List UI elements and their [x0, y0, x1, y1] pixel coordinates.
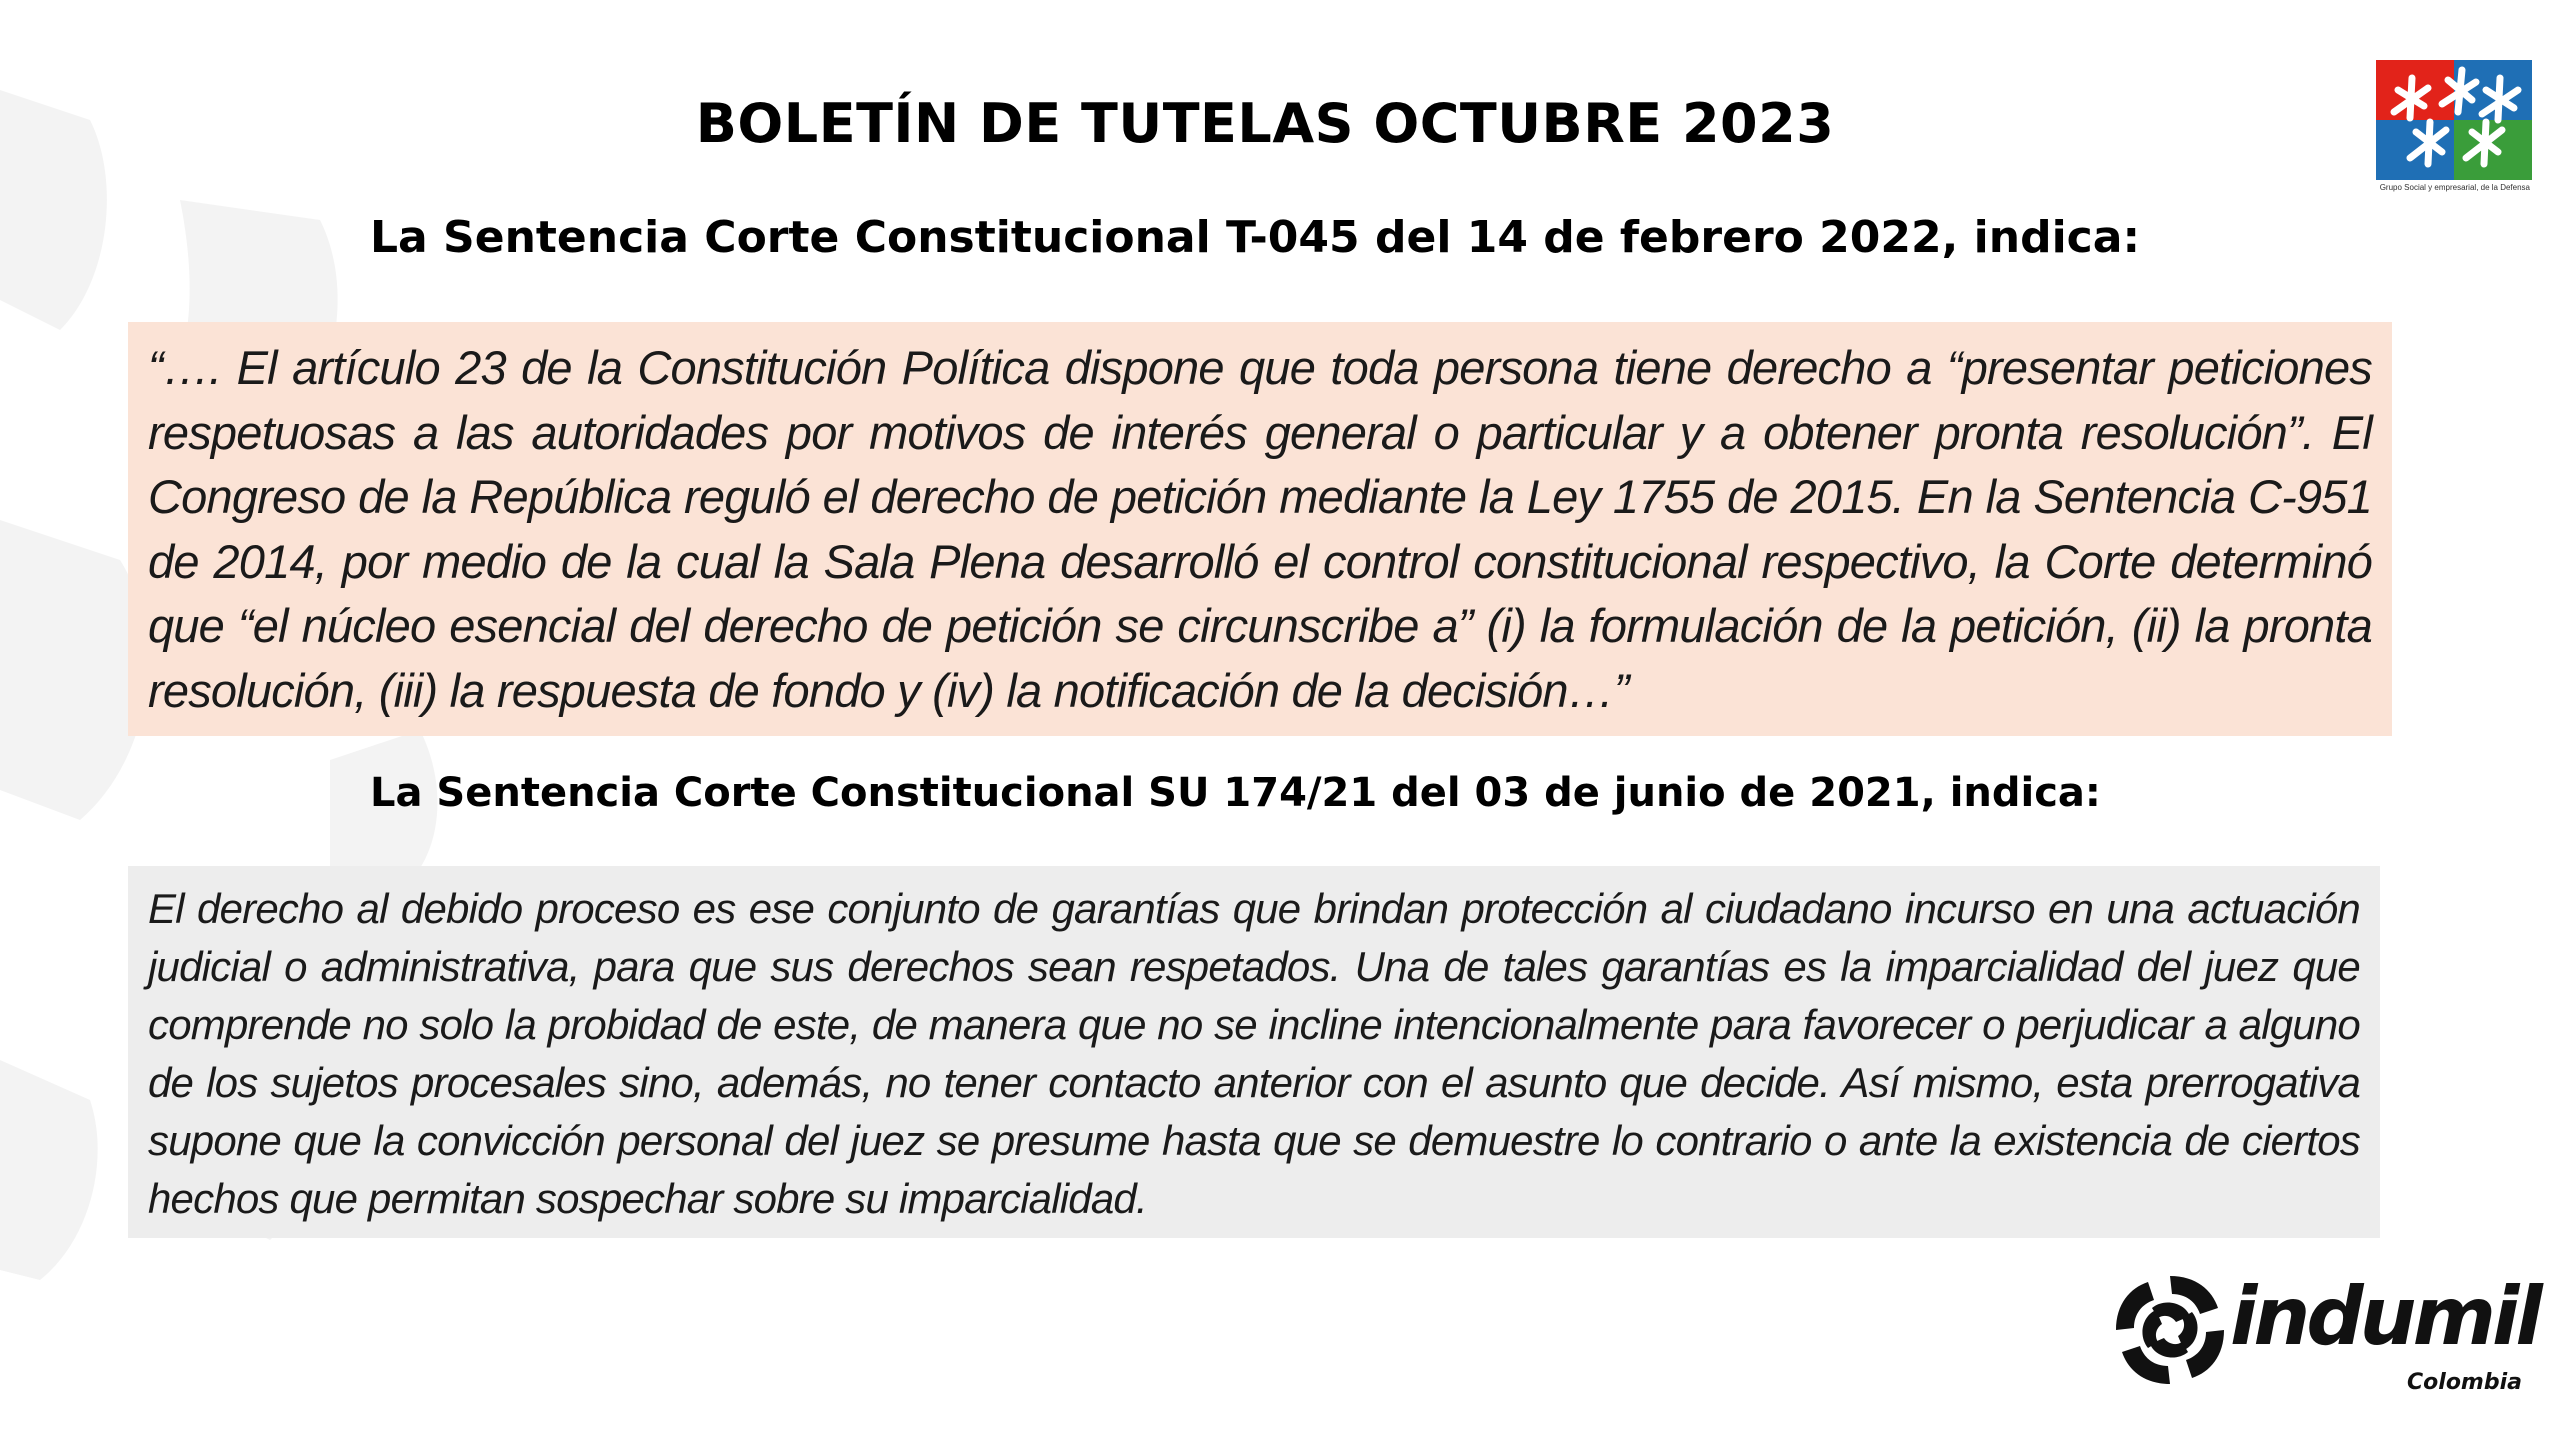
section-heading-t045: La Sentencia Corte Constitucional T-045 del 14 de febrero 2022, indica:	[370, 212, 2141, 263]
indumil-logo	[2108, 1264, 2538, 1404]
grupo-social-tagline: Grupo Social y empresarial, de la Defensa	[2379, 183, 2530, 192]
quote-text-su174: El derecho al debido proceso es ese conjunto de garantías que brindan protección al ciudadano incurso en una actuación judicial o administrativa, para que sus derechos sean respetados. Una de tales garantías es la imparcialidad del juez que comprende no solo la probidad de este, de manera que no se incline intencionalmente para favorecer o perjudicar a alguno de los sujetos procesales sino, además, no tener contacto anterior con el asunto que decide. Así mismo, esta prerrogativa supone que la convicción personal del juez se presume hasta que se demuestre lo contrario o ante la existencia de ciertos hechos que permitan sospechar sobre su imparcialidad.	[148, 885, 2360, 1222]
quote-text-t045: “…. El artículo 23 de la Constitución Política dispone que toda persona tiene derecho a “presentar peticiones respetuosas a las autoridades por motivos de interés general o particular y a obtener pronta resolución”. El Congreso de la República reguló el derecho de petición mediante la Ley 1755 de 2015. En la Sentencia C-951 de 2014, por medio de la cual la Sala Plena desarrolló el control constitucional respectivo, la Corte determinó que “el núcleo esencial del derecho de petición se circunscribe a” (i) la formulación de la petición, (ii) la pronta resolución, (iii) la respuesta de fondo y (iv) la notificación de la decisión…”	[148, 341, 2372, 717]
grupo-social-star-logo-icon	[2376, 60, 2532, 180]
page-title: BOLETÍN DE TUTELAS OCTUBRE 2023	[695, 92, 1835, 155]
grupo-social-logo	[2376, 60, 2536, 220]
indumil-swirl-logo-icon	[2108, 1268, 2232, 1392]
section-heading-su174: La Sentencia Corte Constitucional SU 174/21 del 03 de junio de 2021, indica:	[370, 770, 2101, 816]
indumil-wordmark: indumil	[2230, 1270, 2539, 1363]
quote-box-su174	[128, 866, 2380, 1238]
quote-box-t045	[128, 322, 2392, 736]
indumil-country-label: Colombia	[2407, 1370, 2522, 1395]
